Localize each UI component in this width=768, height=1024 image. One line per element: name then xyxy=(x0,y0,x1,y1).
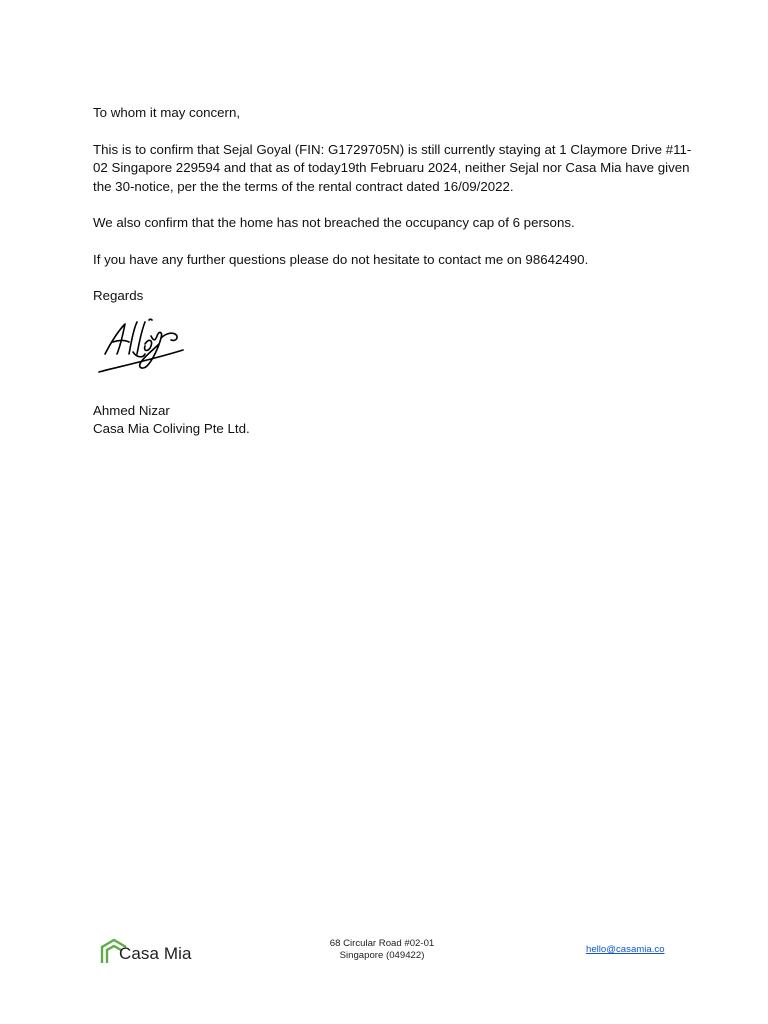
signatory-company: Casa Mia Coliving Pte Ltd. xyxy=(93,421,250,436)
address-line-1: 68 Circular Road #02-01 xyxy=(329,938,435,949)
occupancy-paragraph: We also confirm that the home has not breached the occupancy cap of 6 persons. xyxy=(93,215,575,230)
casa-mia-logo xyxy=(100,936,192,966)
confirmation-paragraph: This is to confirm that Sejal Goyal (FIN: G1729705N) is still currently staying at 1 Claymore Drive #11-02 Singapore 229594 and that as of today19th Februaru 2024, neither Sejal nor Casa Mia have given the 30-notice, per the the terms of the rental contract dated 16/09/2022. xyxy=(93,141,692,194)
letter-body xyxy=(93,104,693,439)
logo-text: Casa Mia xyxy=(119,944,192,963)
salutation: To whom it may concern, xyxy=(93,105,241,120)
email-link[interactable]: hello@casamia.co xyxy=(586,944,665,955)
footer-address xyxy=(300,938,464,961)
contact-paragraph: If you have any further questions please do not hesitate to contact me on 98642490. xyxy=(93,251,589,267)
signature-image xyxy=(91,310,191,380)
footer xyxy=(0,930,768,974)
closing: Regards xyxy=(93,288,144,303)
signatory-name: Ahmed Nizar xyxy=(93,402,170,418)
address-line-2: Singapore (049422) xyxy=(339,949,425,961)
